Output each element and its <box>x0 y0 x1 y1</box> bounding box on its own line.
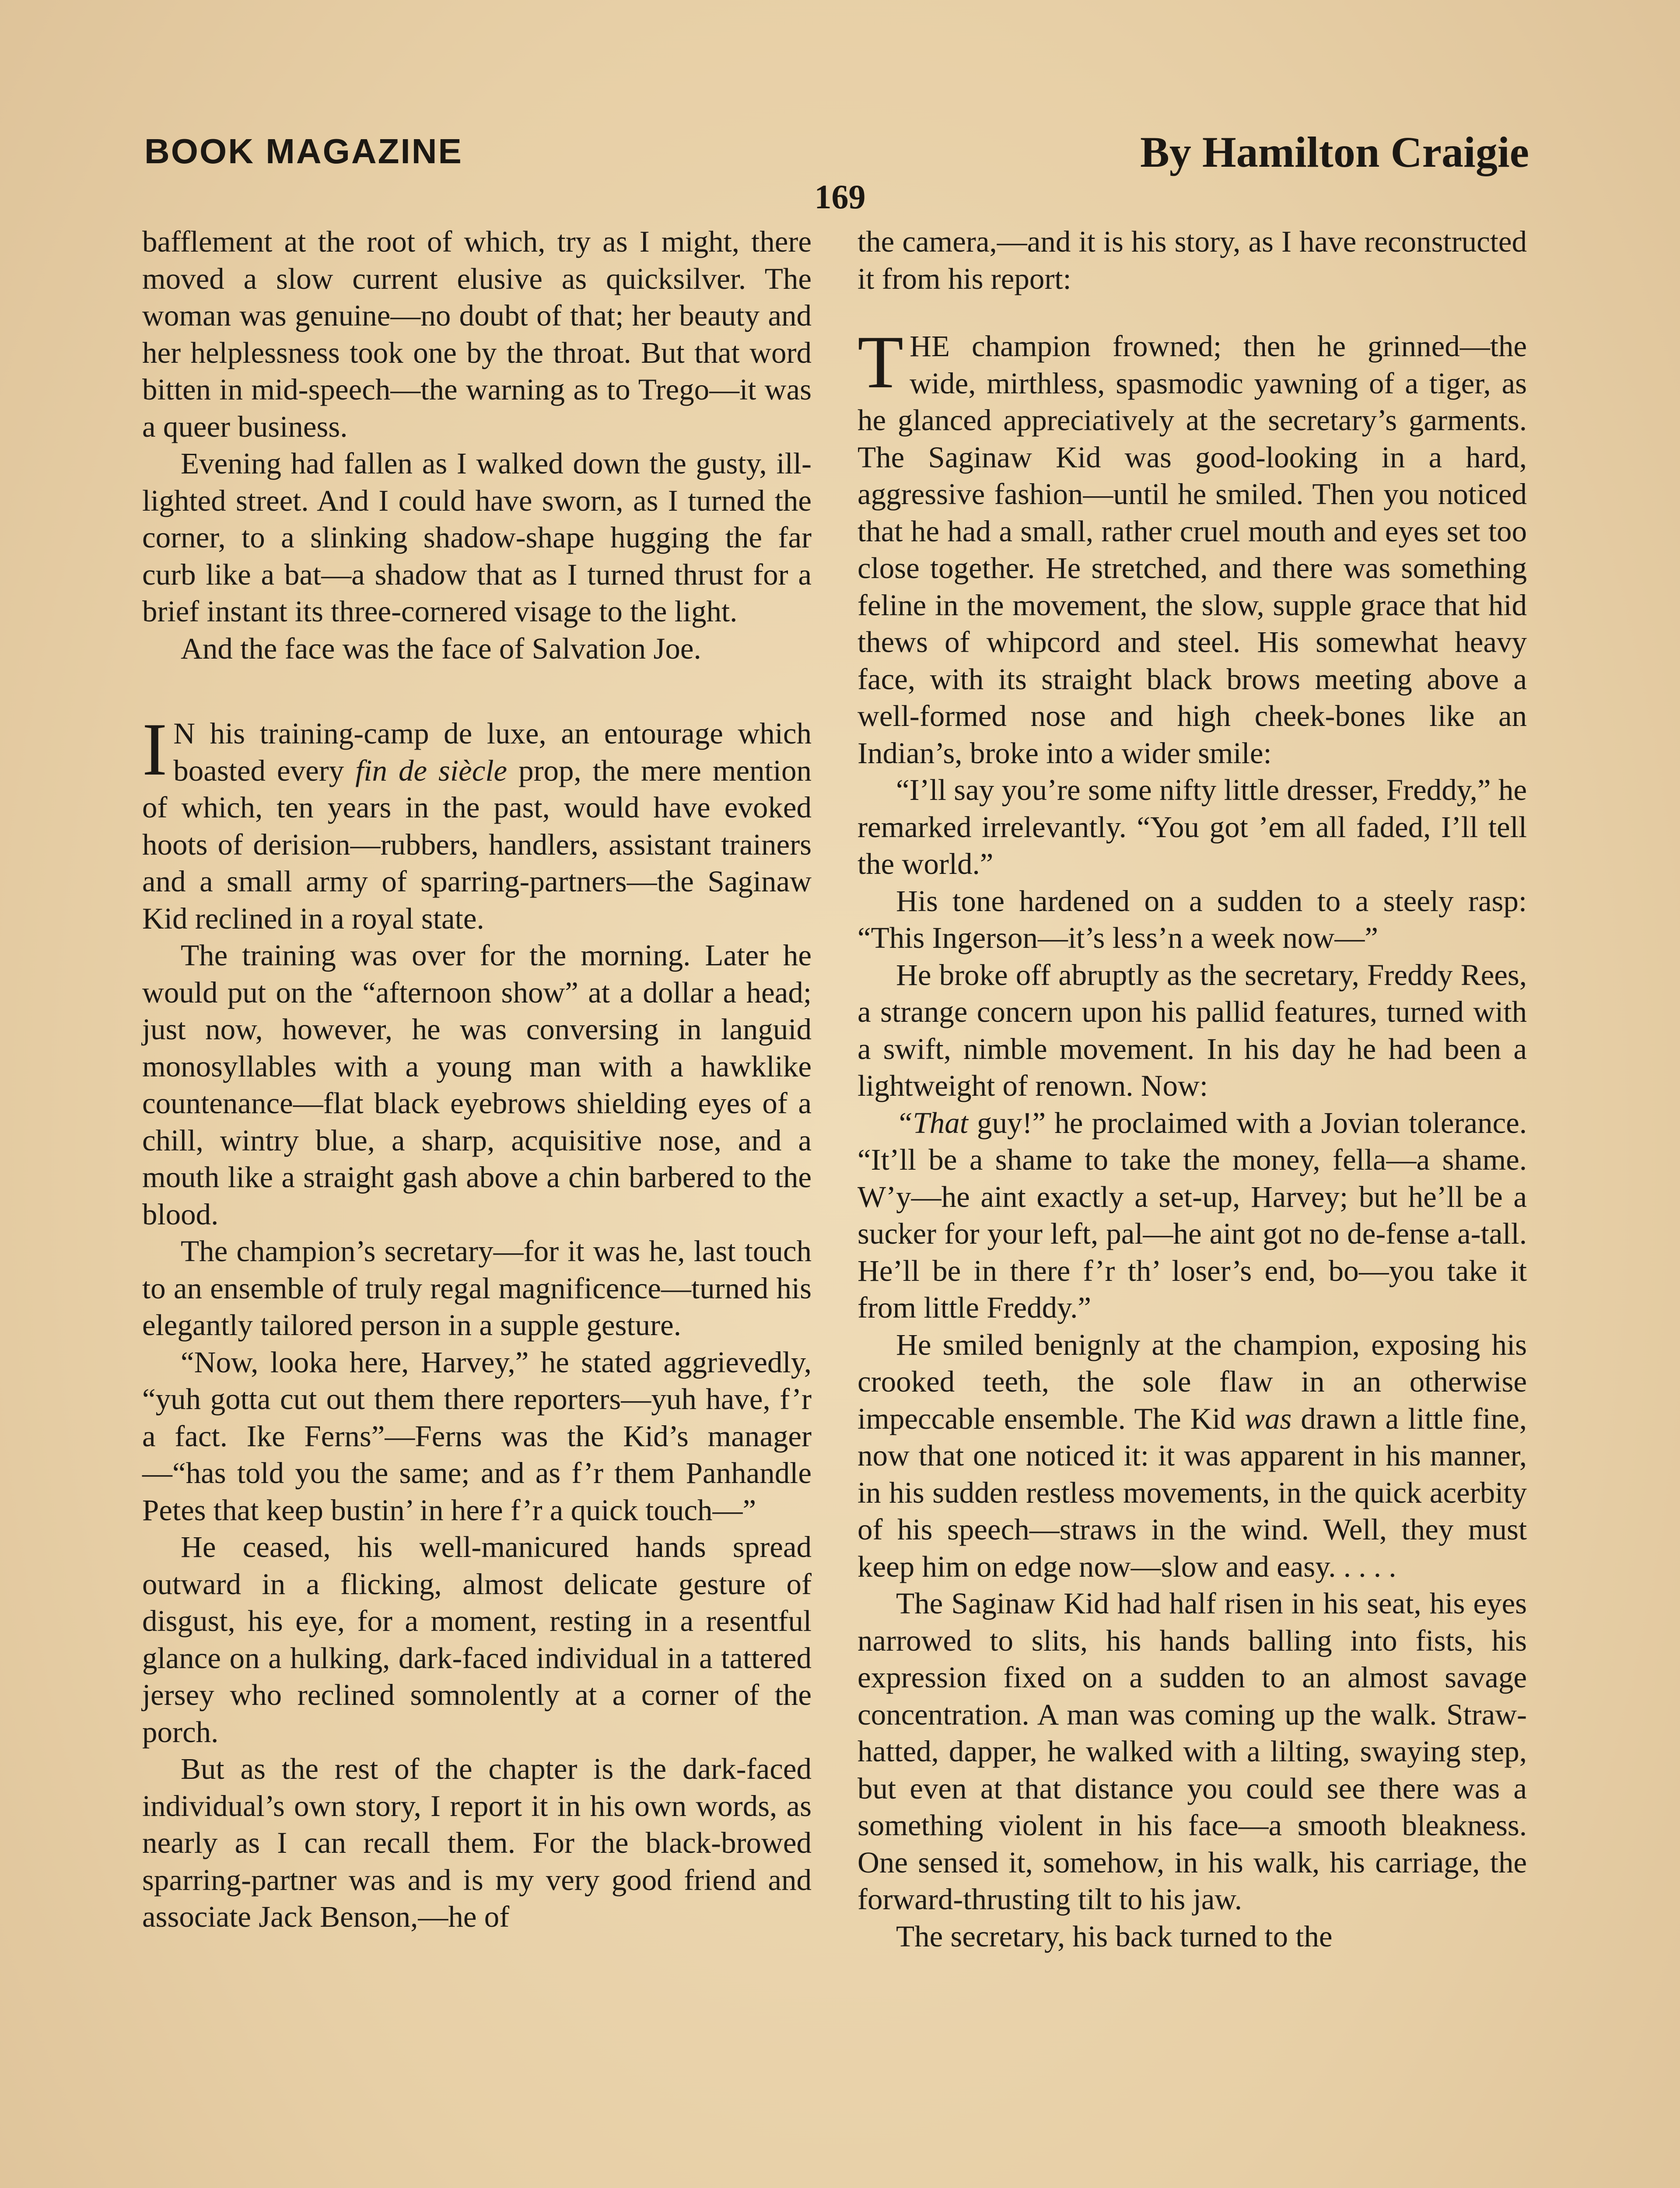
section-opening-paragraph <box>858 321 1527 771</box>
paragraph: bafflement at the root of which, try as I might, there moved a slow current elusive as quicksilver. The woman was genuine—no doubt of that; her beauty and her helplessness took one by the throat. But that word bitten in mid-speech—the warning as to Trego—it was a queer business. <box>142 225 812 443</box>
paragraph-text: drawn a little fine, now that one noticed it: it was apparent in his manner, in his sudden restless movements, in the quick acerbity of his speech—straws in the wind. Well, they must keep him on edge now—slow and easy. . . . . <box>858 1402 1527 1583</box>
paragraph-text: guy!” he proclaimed with a Jovian tolerance. “It’ll be a shame to take the money, fella—a shame. W’y—he aint exactly a set-up, Harvey; but he’ll be a sucker for your left, pal—he aint got no de-fense a-tall. He’ll be in there f’r th’ loser’s end, bo—you take it from little Freddy.” <box>858 1106 1527 1324</box>
paragraph-text: HE champion frowned; then he grinned—the wide, mirthless, spasmodic yawning of a tiger, as he glanced appreciatively at the secretary’s garments. The Saginaw Kid was good-looking in a hard, aggressive fashion—until he smiled. Then you noticed that he had a small, rather cruel mouth and eyes set too close together. He stretched, and there was something feline in the movement, the slow, supple grace that hid thews of whipcord and steel. His somewhat heavy face, with its straight black brows meeting above a well-formed nose and high cheek-bones like an Indian’s, broke into a wider smile: <box>858 330 1527 770</box>
drop-cap: T <box>858 321 904 404</box>
magazine-title: BOOK MAGAZINE <box>144 132 463 171</box>
paragraph: And the face was the face of Salvation Joe. <box>181 631 701 665</box>
left-column <box>142 223 812 1936</box>
paragraph: But as the rest of the chapter is the dark-faced individual’s own story, I report it in his own words, as nearly as I can recall them. For the black-browed sparring-partner was and is my very good friend and associate Jack Benson,—he of <box>142 1752 812 1933</box>
paragraph: The training was over for the morning. Later he would put on the “afternoon show” at a dollar a head; just now, however, he was conversing in languid monosyllables with a young man with a hawklike countenance—flat black eyebrows shielding eyes of a chill, wintry blue, a sharp, acquisitive nose, and a mouth like a straight gash above a chin barbered to the blood. <box>142 939 812 1231</box>
right-column <box>858 223 1527 1955</box>
paragraph: Evening had fallen as I walked down the gusty, ill-lighted street. And I could have sworn, as I turned the corner, to a slinking shadow-shape hugging the far curb like a bat—a shadow that as I turned thrust for a brief instant its three-cornered visage to the light. <box>142 447 812 628</box>
paragraph: His tone hardened on a sudden to a steely rasp: “This Ingerson—it’s less’n a week now—” <box>858 884 1527 954</box>
paragraph: The secretary, his back turned to the <box>896 1919 1333 1953</box>
paragraph: He broke off abruptly as the secretary, Freddy Rees, a strange concern upon his pallid features, turned with a swift, nimble movement. In his day he had been a lightweight of renown. Now: <box>858 958 1527 1102</box>
italic-text: “That <box>896 1106 968 1140</box>
paragraph-text: prop, the mere mention of which, ten years in the past, would have evoked hoots of derision—rubbers, handlers, assistant trainers and a small army of sparring-partners—the Saginaw Kid reclined in a royal state. <box>142 754 812 935</box>
paragraph: “I’ll say you’re some nifty little dresser, Freddy,” he remarked irrelevantly. “You got ’em all faded, I’ll tell the world.” <box>858 773 1527 880</box>
paragraph <box>858 1326 1527 1585</box>
italic-text: fin de siècle <box>355 754 508 787</box>
paragraph: “Now, looka here, Harvey,” he stated aggrievedly, “yuh gotta cut out them there reporters—yuh have, f’r a fact. Ike Ferns”—Ferns was the Kid’s manager—“has told you the same; and as f’r them Panhandle Petes that keep bustin’ in here f’r a quick touch—” <box>142 1345 812 1527</box>
paragraph: The Saginaw Kid had half risen in his seat, his eyes narrowed to slits, his hands balling into fists, his expression fixed on a sudden to an almost savage concentration. A man was coming up the walk. Straw-hatted, dapper, he walked with a lilting, swaying step, but even at that distance you could see there was a something violent in his face—a smooth bleakness. One sensed it, somehow, in his walk, his carriage, the forward-thrusting tilt to his jaw. <box>858 1587 1527 1916</box>
paragraph: The champion’s secretary—for it was he, last touch to an ensemble of truly regal magnificence—turned his elegantly tailored person in a supple gesture. <box>142 1234 812 1342</box>
paragraph <box>858 1105 1527 1326</box>
drop-cap: I <box>142 708 168 791</box>
paragraph-text: N his training-camp de luxe, an entourage which boasted every <box>173 717 812 787</box>
page-number: 169 <box>814 178 866 216</box>
author-byline: By Hamilton Craigie <box>1140 128 1529 176</box>
italic-text: was <box>1245 1402 1292 1435</box>
paragraph: the camera,—and it is his story, as I have reconstructed it from his report: <box>858 225 1527 295</box>
paragraph-text: He smiled benignly at the champion, exposing his crooked teeth, the sole flaw in an otherwise impeccable ensemble. The Kid <box>858 1328 1527 1435</box>
paragraph: He ceased, his well-manicured hands spread outward in a flicking, almost delicate gesture of disgust, his eye, for a moment, resting in a resentful glance on a hulking, dark-faced individual in a tattered jersey who reclined somnolently at a corner of the porch. <box>142 1530 812 1749</box>
section-opening-paragraph <box>142 708 812 937</box>
